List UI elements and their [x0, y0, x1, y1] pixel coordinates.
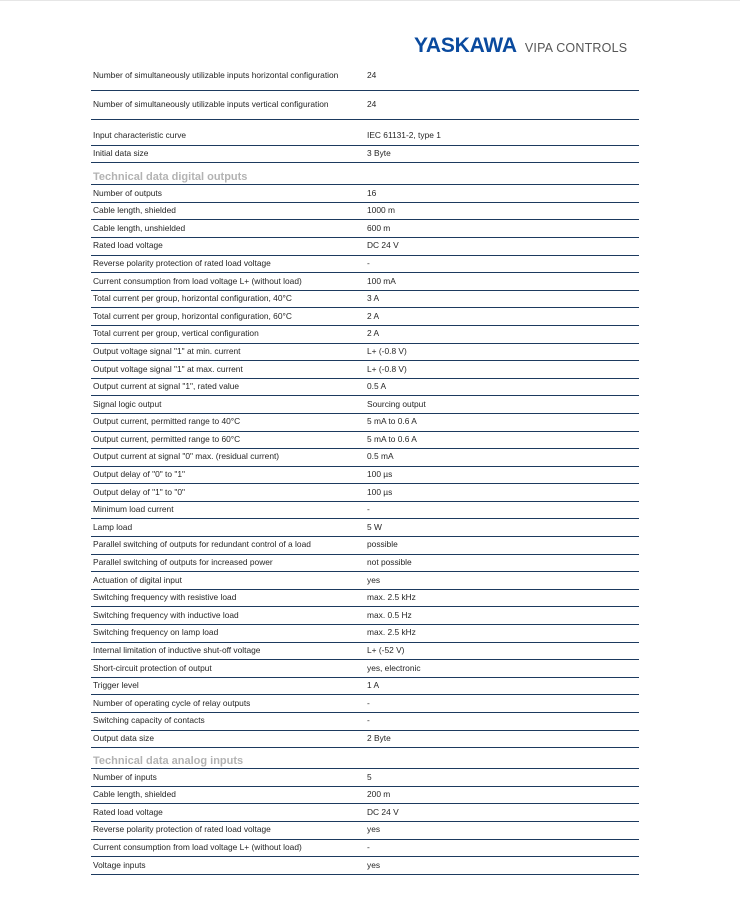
table-row — [91, 519, 639, 537]
table-row — [91, 713, 639, 731]
row-value: - — [367, 715, 370, 726]
row-value: 3 A — [367, 293, 380, 304]
row-value: 100 µs — [367, 486, 393, 497]
table-row — [91, 804, 639, 822]
row-label: Minimum load current — [93, 504, 174, 515]
row-value: 0.5 A — [367, 381, 387, 392]
row-value: 3 Byte — [367, 147, 391, 158]
table-row — [91, 273, 639, 291]
table-row — [91, 203, 639, 221]
digital-outputs-rows — [91, 185, 639, 748]
row-label: Number of simultaneously utilizable inputs horizontal configuration — [93, 70, 339, 81]
row-value: 600 m — [367, 222, 391, 233]
page-top-edge — [0, 0, 740, 1]
row-label: Output delay of "1" to "0" — [93, 486, 185, 497]
analog-inputs-rows — [91, 769, 639, 875]
section-heading-analog-inputs: Technical data analog inputs — [91, 748, 639, 769]
table-row — [91, 291, 639, 309]
row-value: - — [367, 841, 370, 852]
row-value: 5 mA to 0.6 A — [367, 416, 417, 427]
table-row — [91, 769, 639, 787]
row-value: - — [367, 257, 370, 268]
row-value: 2 Byte — [367, 732, 391, 743]
table-row — [91, 62, 639, 91]
row-label: Lamp load — [93, 521, 133, 532]
table-row — [91, 857, 639, 875]
row-value: - — [367, 504, 370, 515]
table-row — [91, 220, 639, 238]
row-value: 24 — [367, 99, 377, 110]
table-row — [91, 484, 639, 502]
row-value: 2 A — [367, 328, 380, 339]
row-value: 2 A — [367, 310, 380, 321]
table-row — [91, 537, 639, 555]
table-row — [91, 678, 639, 696]
table-row — [91, 238, 639, 256]
table-row — [91, 502, 639, 520]
table-row — [91, 449, 639, 467]
row-label: Switching frequency with inductive load — [93, 609, 239, 620]
table-row — [91, 787, 639, 805]
row-label: Parallel switching of outputs for redundant control of a load — [93, 539, 311, 550]
row-value: 1 A — [367, 680, 380, 691]
row-value: max. 2.5 kHz — [367, 592, 416, 603]
row-label: Cable length, shielded — [93, 789, 176, 800]
row-label: Total current per group, horizontal configuration, 40°C — [93, 293, 292, 304]
row-value: 0.5 mA — [367, 451, 394, 462]
row-label: Actuation of digital input — [93, 574, 182, 585]
row-value: yes — [367, 859, 381, 870]
row-value: 24 — [367, 70, 377, 81]
row-value: L+ (-0.8 V) — [367, 345, 407, 356]
brand-subtitle: VIPA CONTROLS — [524, 41, 628, 55]
table-row — [91, 625, 639, 643]
table-row — [91, 379, 639, 397]
row-value: 5 mA to 0.6 A — [367, 433, 417, 444]
row-label: Output data size — [93, 732, 154, 743]
row-label: Current consumption from load voltage L+ (without load) — [93, 275, 302, 286]
row-label: Total current per group, vertical configuration — [93, 328, 259, 339]
row-label: Output current at signal "0" max. (residual current) — [93, 451, 280, 462]
row-value: DC 24 V — [367, 806, 399, 817]
row-label: Output delay of "0" to "1" — [93, 469, 185, 480]
table-row — [91, 326, 639, 344]
row-value: not possible — [367, 557, 412, 568]
row-label: Number of outputs — [93, 187, 162, 198]
table-row — [91, 822, 639, 840]
row-label: Switching frequency on lamp load — [93, 627, 219, 638]
row-label: Trigger level — [93, 680, 139, 691]
table-row — [91, 467, 639, 485]
row-label: Reverse polarity protection of rated load voltage — [93, 824, 271, 835]
table-row — [91, 414, 639, 432]
row-value: max. 0.5 Hz — [367, 609, 412, 620]
table-row — [91, 555, 639, 573]
row-label: Cable length, unshielded — [93, 222, 186, 233]
row-label: Internal limitation of inductive shut-off voltage — [93, 645, 261, 656]
row-label: Output current, permitted range to 60°C — [93, 433, 241, 444]
row-label: Number of operating cycle of relay outputs — [93, 697, 251, 708]
row-label: Input characteristic curve — [93, 130, 187, 141]
row-value: IEC 61131-2, type 1 — [367, 130, 441, 141]
table-row — [91, 643, 639, 661]
table-row — [91, 660, 639, 678]
row-label: Switching frequency with resistive load — [93, 592, 237, 603]
table-row — [91, 731, 639, 749]
section-heading-digital-outputs: Technical data digital outputs — [91, 163, 639, 185]
row-label: Output current at signal "1", rated value — [93, 381, 240, 392]
table-row — [91, 91, 639, 120]
table-row — [91, 361, 639, 379]
row-value: DC 24 V — [367, 240, 399, 251]
brand-logo — [414, 34, 627, 58]
row-label: Output voltage signal "1" at max. current — [93, 363, 243, 374]
table-row — [91, 344, 639, 362]
table-row — [91, 396, 639, 414]
row-label: Switching capacity of contacts — [93, 715, 205, 726]
row-value: L+ (-0.8 V) — [367, 363, 407, 374]
row-value: 100 mA — [367, 275, 396, 286]
row-value: 1000 m — [367, 205, 395, 216]
row-value: possible — [367, 539, 398, 550]
row-label: Voltage inputs — [93, 859, 146, 870]
table-row — [91, 146, 639, 164]
row-value: yes — [367, 574, 381, 585]
row-label: Current consumption from load voltage L+ (without load) — [93, 841, 302, 852]
row-label: Signal logic output — [93, 398, 162, 409]
table-row — [91, 128, 639, 146]
table-row — [91, 572, 639, 590]
row-label: Cable length, shielded — [93, 205, 176, 216]
row-label: Output current, permitted range to 40°C — [93, 416, 241, 427]
table-row — [91, 308, 639, 326]
row-label: Reverse polarity protection of rated load voltage — [93, 257, 271, 268]
row-label: Total current per group, horizontal configuration, 60°C — [93, 310, 292, 321]
table-row — [91, 590, 639, 608]
row-value: - — [367, 697, 370, 708]
table-row — [91, 695, 639, 713]
row-label: Output voltage signal "1" at min. current — [93, 345, 241, 356]
row-value: 16 — [367, 187, 377, 198]
row-value: 5 W — [367, 521, 382, 532]
table-row — [91, 256, 639, 274]
row-value: Sourcing output — [367, 398, 426, 409]
row-value: 200 m — [367, 789, 391, 800]
spec-table — [91, 62, 639, 875]
row-value: 100 µs — [367, 469, 393, 480]
row-label: Number of inputs — [93, 771, 157, 782]
table-row — [91, 607, 639, 625]
row-value: yes, electronic — [367, 662, 421, 673]
row-label: Initial data size — [93, 147, 149, 158]
row-label: Number of simultaneously utilizable inputs vertical configuration — [93, 99, 329, 110]
row-value: max. 2.5 kHz — [367, 627, 416, 638]
table-row — [91, 432, 639, 450]
row-value: L+ (-52 V) — [367, 645, 405, 656]
row-label: Rated load voltage — [93, 806, 163, 817]
row-value: yes — [367, 824, 381, 835]
row-value: 5 — [367, 771, 372, 782]
row-label: Parallel switching of outputs for increased power — [93, 557, 273, 568]
row-label: Short-circuit protection of output — [93, 662, 212, 673]
row-label: Rated load voltage — [93, 240, 163, 251]
brand-name: YASKAWA — [414, 34, 517, 57]
table-row — [91, 185, 639, 203]
spacer — [91, 120, 639, 128]
table-row — [91, 840, 639, 858]
